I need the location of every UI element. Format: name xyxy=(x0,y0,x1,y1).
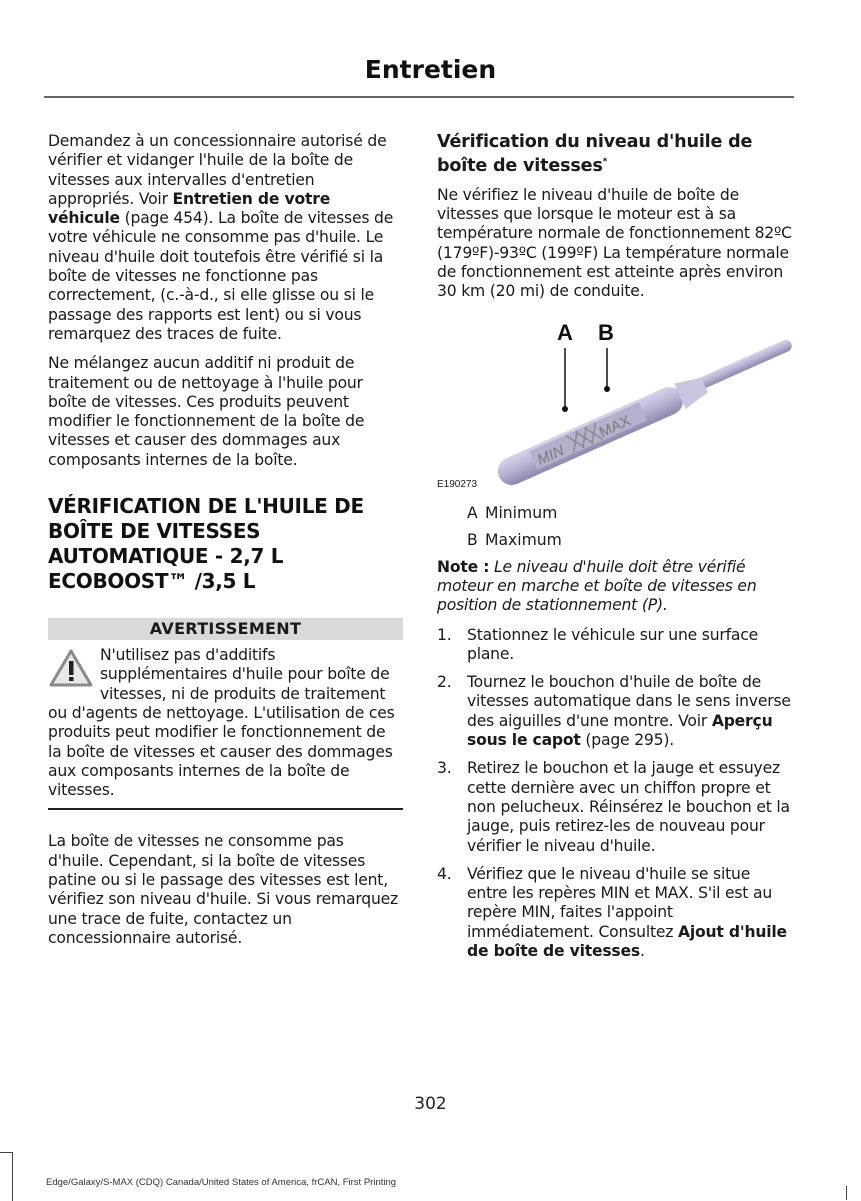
warning-triangle-icon xyxy=(48,648,94,688)
callout-a-dot xyxy=(562,406,568,412)
step-text-pre: Tournez le bouchon d'huile de boîte de vitesses automatique dans le sens inverse des aiguilles d'une montre. Voir xyxy=(467,673,791,730)
subsection-title-text: Vérification du niveau d'huile de boîte de vitesses xyxy=(437,132,753,176)
intro-text: Demandez à un concessionnaire autorisé de vérifier et vidanger l'huile de la boîte de vitesses aux intervalles d'entretien appropriés. Voir xyxy=(48,132,387,208)
warning-header: AVERTISSEMENT xyxy=(48,618,403,640)
warning-box xyxy=(48,646,403,810)
step-text xyxy=(467,865,792,961)
legend-value: Minimum xyxy=(485,503,558,522)
legend-item xyxy=(437,504,792,523)
min-mark: MIN xyxy=(534,441,567,469)
legend-item xyxy=(437,531,792,550)
step-number: 1. xyxy=(437,625,452,644)
note-text: Le niveau d'huile doit être vérifié moteur en marche et boîte de vitesses en position de stationnement (P). xyxy=(437,557,757,615)
step-text: Stationnez le véhicule sur une surface plane. xyxy=(467,625,759,663)
additive-paragraph: Ne mélangez aucun additif ni produit de traitement ou de nettoyage à l'huile pour boîte de vitesses. Ces produits peuvent modifier le fonctionnement de la boîte de vitesses et causer des dommages aux composants internes de la boîte. xyxy=(48,354,365,469)
right-column xyxy=(437,132,792,970)
legend-value: Maximum xyxy=(485,530,562,549)
figure-legend xyxy=(437,504,792,550)
page-number: 302 xyxy=(414,1094,447,1114)
crop-mark-right xyxy=(846,1186,847,1200)
link-entretien-vehicule[interactable]: Entretien de votre véhicule xyxy=(48,189,331,228)
footnote-mark: * xyxy=(602,157,608,167)
step-text xyxy=(467,673,792,750)
step-item xyxy=(437,865,792,961)
step-text: Retirez le bouchon et la jauge et essuyez cette dernière avec un chiffon propre et non pelucheux. Réinsérez le bouchon et la jauge, puis retirez-les de nouveau pour vérifier le niveau d'huile. xyxy=(467,759,790,855)
dipstick-figure xyxy=(437,312,792,492)
procedure-steps xyxy=(437,626,792,962)
footer-print-info: Edge/Galaxy/S-MAX (CDQ) Canada/United States of America, frCAN, First Printing xyxy=(46,1177,397,1188)
note-label: Note : xyxy=(437,557,490,576)
left-column xyxy=(48,132,403,948)
legend-key: A xyxy=(467,503,478,522)
step-item xyxy=(437,626,792,665)
link-ajout-huile[interactable]: Ajout d'huile de boîte de vitesses xyxy=(467,922,787,960)
dipstick-illustration xyxy=(437,312,792,492)
step-number: 4. xyxy=(437,864,452,883)
max-mark: MAX xyxy=(596,411,634,441)
subsection-title xyxy=(437,132,792,176)
intro-paragraph xyxy=(48,132,403,344)
note-paragraph xyxy=(437,558,792,616)
callout-a-label: A xyxy=(557,319,573,345)
step-item xyxy=(437,759,792,855)
step-text-post: (page 295). xyxy=(580,731,675,750)
step-item xyxy=(437,673,792,750)
legend-key: B xyxy=(467,530,478,549)
link-apercu-capot[interactable]: Aperçu sous le capot xyxy=(467,711,773,750)
step-text-post: . xyxy=(639,941,645,960)
warning-text: N'utilisez pas d'additifs supplémentaires d'huile pour boîte de vitesses, ni de produits de traitement ou d'agents de nettoyage. L'utilisation de ces produits peut modifier le fonctionnement de la boîte de vitesses et causer des dommages aux composants internes de la boîte de vitesses. xyxy=(48,646,395,800)
callout-b-label: B xyxy=(598,319,614,345)
step-number: 2. xyxy=(437,673,452,692)
crop-mark-left xyxy=(0,1152,13,1201)
intro-text-cont: (page 454). La boîte de vitesses de votre véhicule ne consomme pas d'huile. Le niveau d'huile doit toutefois être vérifié si la boîte de vitesses ne fonctionne pas correctement, (c.-à-d., si elle glisse ou si le passage des rapports est lent) ou si vous remarquez des traces de fuite. xyxy=(48,209,394,343)
section-title: VÉRIFICATION DE L'HUILE DE BOÎTE DE VITESSES AUTOMATIQUE - 2,7 L ECOBOOST™ /3,5 L xyxy=(48,494,364,594)
figure-code: E190273 xyxy=(437,478,478,490)
step-text-pre: Vérifiez que le niveau d'huile se situe entre les repères MIN et MAX. S'il est au repère MIN, faites l'appoint immédiatement. Consultez xyxy=(467,864,773,941)
temperature-paragraph: Ne vérifiez le niveau d'huile de boîte de vitesses que lorsque le moteur est à sa température normale de fonctionnement 82ºC (179ºF)-93ºC (199ºF) La température normale de fonctionnement est atteinte après environ 30 km (20 mi) de conduite. xyxy=(437,185,792,301)
callout-b-dot xyxy=(604,386,610,392)
step-number: 3. xyxy=(437,759,452,778)
dipstick-body xyxy=(493,372,710,489)
consumption-paragraph: La boîte de vitesses ne consomme pas d'huile. Cependant, si la boîte de vitesses patine ou si le passage des vitesses est lent, vérifiez son niveau d'huile. Si vous remarquez une trace de fuite, contactez un concessionnaire autorisé. xyxy=(48,832,399,947)
header-divider xyxy=(44,96,794,98)
page-header-title: Entretien xyxy=(364,55,497,84)
warning-bottom-rule xyxy=(48,808,403,810)
